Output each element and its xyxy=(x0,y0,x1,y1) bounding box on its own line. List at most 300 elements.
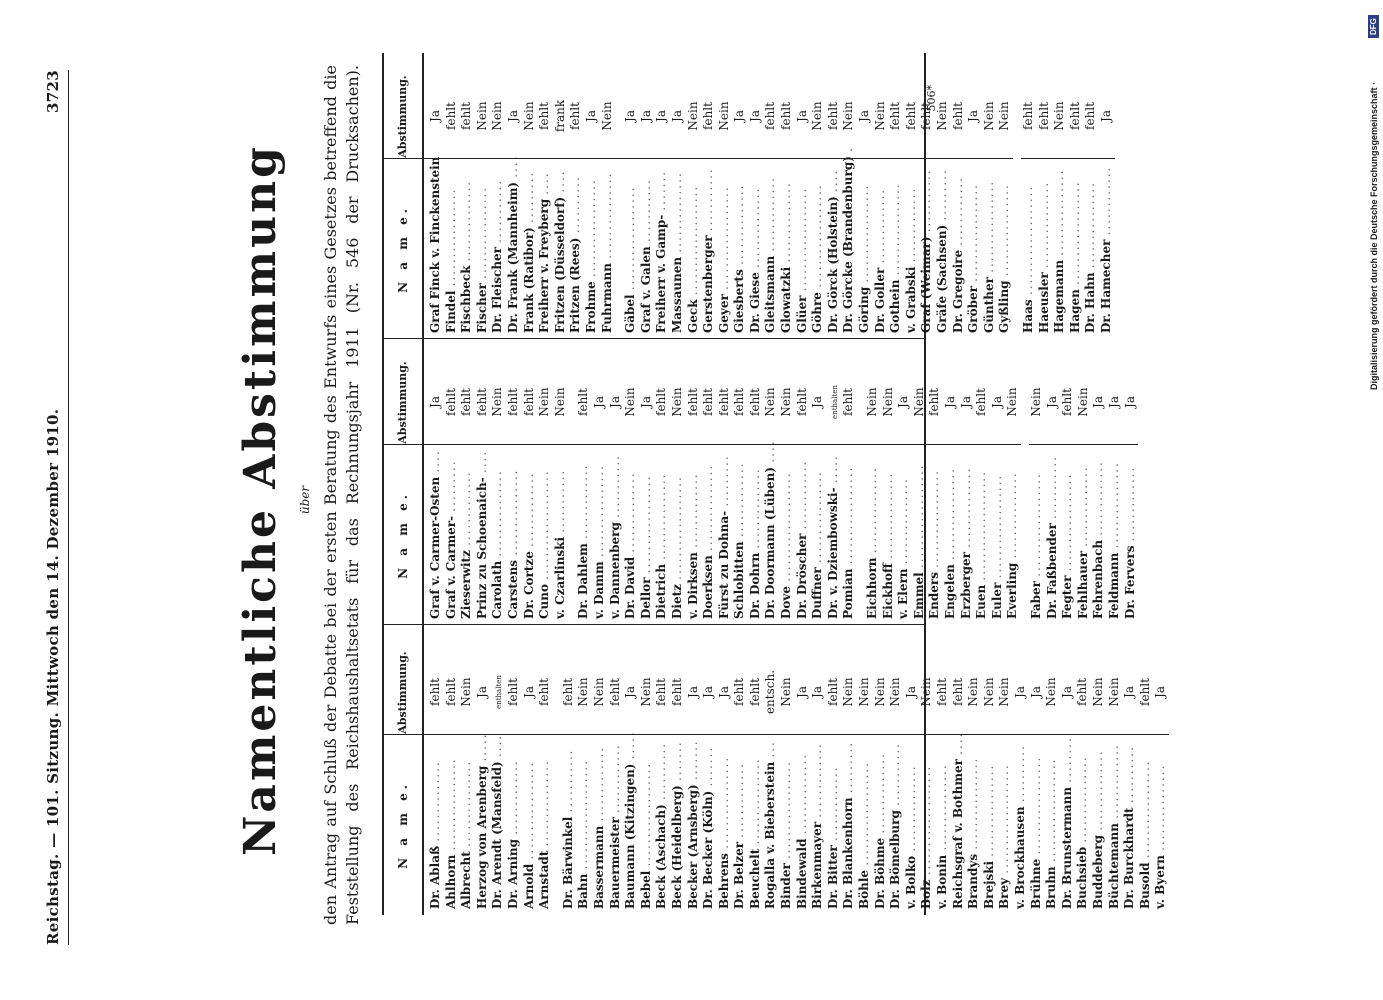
member-row xyxy=(1107,625,1123,915)
member-row xyxy=(912,339,928,625)
member-name: Dr. Brunstermann ........ xyxy=(1059,736,1074,909)
member-vote: Nein xyxy=(522,74,538,159)
member-vote: Ja xyxy=(717,650,733,735)
member-row xyxy=(779,625,795,915)
leader-dots: .... xyxy=(474,449,489,474)
member-row xyxy=(701,53,717,339)
member-vote: Ja xyxy=(1099,74,1115,159)
dfg-logo: DFG xyxy=(1368,15,1379,38)
member-vote: Nein xyxy=(779,360,795,445)
member-vote: Nein xyxy=(857,650,873,735)
leader-dots: ................... xyxy=(1020,184,1035,296)
member-vote: Ja xyxy=(592,360,608,445)
leader-dots: ................ xyxy=(474,185,489,279)
member-vote: Ja xyxy=(639,74,655,159)
member-vote: fehlt xyxy=(1021,74,1037,159)
member-vote: fehlt xyxy=(826,74,842,159)
leader-dots: ............. xyxy=(903,186,918,263)
leader-dots: ................. xyxy=(638,474,653,574)
member-name: Bassermann ............. xyxy=(591,745,606,909)
leader-dots: .............. xyxy=(779,181,794,263)
member-name: Dr. Blankenhorn ......... xyxy=(841,740,856,909)
member-name: Dietz .................. xyxy=(669,475,684,619)
leader-dots: ......... xyxy=(443,459,458,512)
member-vote: Ja xyxy=(584,74,600,159)
member-name: Graf (Weimar) ........... xyxy=(919,168,934,333)
member-row xyxy=(428,625,444,915)
member-name: Brey ................... xyxy=(997,763,1012,909)
member-name: Dr. Becker (Köln) ....... xyxy=(701,745,716,909)
member-name: Dr. Arendt (Mansfeld) .... xyxy=(490,733,505,909)
member-row xyxy=(1060,339,1076,625)
leader-dots: ............. xyxy=(810,742,825,818)
member-vote: Nein xyxy=(553,360,569,445)
leader-dots: ................ xyxy=(591,464,606,558)
leader-dots: ............. xyxy=(1091,460,1106,536)
member-vote: Ja xyxy=(1122,650,1138,735)
member-name: Cuno ................... xyxy=(537,469,552,619)
member-name: Brejski ................ xyxy=(981,763,996,909)
member-row xyxy=(857,53,873,339)
member-vote: Ja xyxy=(1153,650,1169,735)
leader-dots: ............... xyxy=(1036,180,1051,269)
leader-dots: ............... xyxy=(1052,168,1067,256)
member-vote: Nein xyxy=(873,650,889,735)
header-vote: Abstimmung. xyxy=(384,361,422,445)
member-name: Prinz zu Schoenaich- .... xyxy=(474,449,489,619)
member-row xyxy=(670,339,686,625)
leader-dots: .... xyxy=(763,439,778,463)
member-row xyxy=(537,339,553,625)
member-vote: Nein xyxy=(1029,360,1045,445)
member-vote: Ja xyxy=(966,74,982,159)
member-vote: Ja xyxy=(623,650,639,735)
member-row xyxy=(881,339,897,625)
member-name: v. Byern ............... xyxy=(1153,763,1168,909)
member-name: Dellor ................. xyxy=(638,474,653,619)
member-row xyxy=(997,53,1013,339)
member-name: Graf v. Carmer-Osten .... xyxy=(428,449,442,619)
leader-dots: ........... xyxy=(607,454,622,518)
member-name: Euen ................... xyxy=(974,470,989,619)
member-row xyxy=(592,625,608,915)
member-vote: Ja xyxy=(1060,650,1076,735)
member-name: Albrecht ............... xyxy=(459,759,474,909)
leader-dots: .............. xyxy=(459,179,474,262)
member-vote: fehlt xyxy=(951,650,967,735)
member-row xyxy=(623,53,639,339)
member-name: Dr. Cortze ............. xyxy=(521,471,536,619)
leader-dots: ............... xyxy=(1106,461,1121,549)
member-name: Göring ................. xyxy=(857,183,872,333)
member-row xyxy=(927,339,943,625)
member-vote: fehlt xyxy=(826,650,842,735)
member-row xyxy=(951,53,967,339)
member-vote: Nein xyxy=(537,360,553,445)
leader-dots: ............ xyxy=(950,175,965,246)
member-name: Dr. Bitter ............. xyxy=(825,765,840,909)
leader-dots: .................. xyxy=(1044,757,1059,863)
member-name: Behrens ................ xyxy=(716,755,731,909)
member-row xyxy=(826,339,842,625)
member-row xyxy=(857,625,873,915)
leader-dots: .............. xyxy=(623,471,638,553)
member-name: Dr. Görcke (Brandenburg) . xyxy=(841,146,856,333)
leader-dots: ................. xyxy=(521,760,536,860)
member-row xyxy=(654,339,670,625)
member-vote: Nein xyxy=(592,650,608,735)
member-row xyxy=(748,53,764,339)
member-name: Buddeberg .............. xyxy=(1090,749,1105,909)
member-name: Rogalla v. Bieberstein ... xyxy=(763,740,778,909)
member-vote: Ja xyxy=(795,74,811,159)
leader-dots: .............. xyxy=(747,186,762,268)
member-name: Dr. Bärwinkel ........... xyxy=(560,748,575,909)
member-vote: Ja xyxy=(748,74,764,159)
leader-dots: ............. xyxy=(872,187,887,264)
leader-dots: .................. xyxy=(794,186,809,292)
leader-dots: ................ xyxy=(716,755,731,849)
member-vote: fehlt xyxy=(475,360,491,445)
member-row xyxy=(1122,625,1138,915)
member-row xyxy=(763,625,779,915)
member-row xyxy=(686,53,702,339)
leader-dots: .............. xyxy=(1075,465,1090,547)
member-name: Beuchelt ............... xyxy=(747,757,762,909)
leader-dots: ............... xyxy=(903,764,918,852)
header-vote: Abstimmung. xyxy=(384,651,422,735)
member-row xyxy=(997,625,1013,915)
leader-dots: .... xyxy=(428,449,442,473)
member-vote: Nein xyxy=(966,650,982,735)
leader-dots: ............. xyxy=(576,463,591,540)
member-name: Gerstenberger ........... xyxy=(701,167,716,333)
column-header xyxy=(384,339,424,625)
member-name: Dr. Fervers ............. xyxy=(1122,465,1137,619)
member-row xyxy=(584,53,600,339)
leader-dots: ........... xyxy=(1044,455,1059,519)
member-name: Erzberger .............. xyxy=(958,466,973,619)
member-vote: Ja xyxy=(857,74,873,159)
member-vote: Nein xyxy=(873,74,889,159)
member-vote: Nein xyxy=(841,650,857,735)
member-row xyxy=(444,53,460,339)
member-row xyxy=(1029,625,1045,915)
member-name: Eichhorn ............... xyxy=(865,466,880,619)
header-vote: Abstimmung. xyxy=(384,75,422,159)
leader-dots: ................... xyxy=(779,471,794,582)
member-vote: Nein xyxy=(639,650,655,735)
member-row xyxy=(475,625,491,915)
leader-dots: ............. xyxy=(1122,465,1137,542)
member-vote: Nein xyxy=(997,650,1013,735)
member-vote: fehlt xyxy=(951,74,967,159)
member-vote: fehlt xyxy=(654,360,670,445)
member-vote: Nein xyxy=(1076,360,1092,445)
member-name: v. Grabski ............. xyxy=(903,186,918,333)
leader-dots: ............. xyxy=(591,745,606,822)
leader-dots: ........ xyxy=(1059,736,1074,783)
column-header xyxy=(384,625,424,915)
member-vote: fehlt xyxy=(459,74,475,159)
leader-dots: ....... xyxy=(701,745,716,787)
member-vote: Ja xyxy=(810,650,826,735)
member-row xyxy=(841,339,857,625)
member-vote: Ja xyxy=(623,74,639,159)
member-row xyxy=(748,625,764,915)
member-vote: fehlt xyxy=(444,360,460,445)
member-vote: fehlt xyxy=(748,360,764,445)
member-vote: Ja xyxy=(608,360,624,445)
member-vote: Ja xyxy=(943,360,959,445)
leader-dots: .................. xyxy=(638,761,653,867)
member-row xyxy=(1021,53,1037,339)
member-name: Duffner ................ xyxy=(810,470,825,619)
member-row xyxy=(576,339,592,625)
member-row xyxy=(795,339,811,625)
member-row xyxy=(1091,625,1107,915)
member-name: Eickhoff ............... xyxy=(880,471,895,619)
member-row xyxy=(701,339,717,625)
column-header xyxy=(384,53,424,339)
leader-dots: ........... xyxy=(560,748,575,813)
leader-dots: ..... xyxy=(474,732,489,762)
member-row xyxy=(654,53,670,339)
member-vote: Ja xyxy=(428,74,444,159)
member-list xyxy=(428,53,1115,339)
member-row xyxy=(904,625,920,915)
member-row xyxy=(966,625,982,915)
member-name: Dr. Arning ............. xyxy=(505,759,520,909)
member-name: Ahlhorn ................ xyxy=(443,757,458,909)
member-vote: Ja xyxy=(475,650,491,735)
member-row xyxy=(1076,339,1092,625)
leader-dots: ............ xyxy=(794,459,809,530)
member-name: Geck ................... xyxy=(685,184,700,333)
member-vote: Nein xyxy=(490,360,506,445)
member-row xyxy=(1045,339,1061,625)
member-row xyxy=(732,625,748,915)
member-row xyxy=(826,53,842,339)
member-name: Giesberts .............. xyxy=(732,183,747,333)
member-name: Schlobitten ............. xyxy=(732,461,747,619)
member-vote: Nein xyxy=(1044,650,1060,735)
leader-dots: ..... xyxy=(825,454,840,484)
leader-dots: ............. xyxy=(459,470,474,546)
member-name: Emmel .................. xyxy=(911,463,926,619)
leader-dots: ............. xyxy=(732,762,747,838)
member-name: Birkenmayer ............. xyxy=(810,742,825,909)
member-row xyxy=(553,339,569,625)
member-row xyxy=(732,339,748,625)
member-row xyxy=(670,625,686,915)
member-vote: Nein xyxy=(1091,650,1107,735)
member-row xyxy=(576,625,592,915)
member-name: Fischbeck .............. xyxy=(459,179,474,333)
member-row xyxy=(654,625,670,915)
member-name: Graf Finck v. Finckenstein xyxy=(428,156,442,333)
member-vote: Ja xyxy=(506,74,522,159)
member-vote: fehlt xyxy=(779,74,795,159)
leader-dots: ................ xyxy=(997,183,1012,277)
member-name: Herzog von Arenberg ..... xyxy=(474,732,489,909)
member-name: Dr. Ablaß .............. xyxy=(428,760,442,909)
member-name: Gleitsmann ............. xyxy=(763,176,778,333)
member-vote: fehlt xyxy=(763,74,779,159)
leader-dots: .................. xyxy=(1028,472,1043,577)
member-vote: fehlt xyxy=(1068,74,1084,159)
leader-dots: ................. xyxy=(857,183,872,283)
page-number: 3723 xyxy=(44,70,62,113)
member-row xyxy=(522,625,538,915)
member-row xyxy=(459,53,475,339)
member-name: Becker (Arnsberg) ....... xyxy=(685,739,700,909)
member-name: Büchtemann ............. xyxy=(1106,743,1121,909)
member-vote: Ja xyxy=(1029,650,1045,735)
member-row xyxy=(639,625,655,915)
title-connector: über xyxy=(298,485,312,515)
member-vote: Nein xyxy=(717,74,733,159)
member-row xyxy=(537,53,553,339)
member-row xyxy=(1153,625,1169,915)
member-name: Arnold ................. xyxy=(521,760,536,909)
leader-dots: ................... xyxy=(974,470,989,581)
member-row xyxy=(904,53,920,339)
member-name: Fuhrmann ............... xyxy=(599,171,614,333)
member-name: Dr. David .............. xyxy=(623,471,638,619)
leader-dots: .............. xyxy=(669,171,684,253)
group-gap xyxy=(553,625,561,915)
member-row xyxy=(779,339,795,625)
leader-dots: ............... xyxy=(896,477,911,565)
member-row xyxy=(537,625,553,915)
member-vote: Ja xyxy=(1013,650,1029,735)
member-row xyxy=(795,625,811,915)
member-vote: fehlt xyxy=(1060,360,1076,445)
member-name: Hagen .................. xyxy=(1067,180,1082,333)
leader-dots: ............... xyxy=(599,171,614,259)
member-name: Dr. Doormann (Lüben) .... xyxy=(763,439,778,619)
member-vote: Nein xyxy=(475,74,491,159)
member-row xyxy=(763,53,779,339)
leader-dots: .... xyxy=(505,154,520,178)
leader-dots: ........... xyxy=(701,167,716,232)
member-vote: fehlt xyxy=(428,650,444,735)
member-row xyxy=(623,625,639,915)
group-gap xyxy=(857,339,865,625)
leader-dots: .................. xyxy=(810,183,825,288)
member-name: Dr. Frank (Mannheim) .... xyxy=(505,154,520,333)
leader-dots: .... xyxy=(537,171,552,195)
leader-dots: ............... xyxy=(880,471,895,559)
member-name: Doerksen ............... xyxy=(701,463,716,619)
leader-dots: ................. xyxy=(1137,759,1152,859)
member-name: Feldmann ............... xyxy=(1106,461,1121,619)
member-name: Bebel .................. xyxy=(638,761,653,909)
member-vote: Ja xyxy=(639,360,655,445)
member-vote: Nein xyxy=(779,650,795,735)
leader-dots: ............. xyxy=(685,472,700,548)
member-vote: Ja xyxy=(1045,360,1061,445)
member-name: Gröber ................. xyxy=(966,183,981,333)
member-vote: Ja xyxy=(1091,360,1107,445)
leader-dots: ............... xyxy=(701,463,716,552)
member-row xyxy=(717,339,733,625)
member-row xyxy=(974,339,990,625)
member-row xyxy=(1044,625,1060,915)
member-row xyxy=(459,625,475,915)
member-row xyxy=(959,339,975,625)
member-vote: fehlt xyxy=(1083,74,1099,159)
group-gap xyxy=(1013,53,1021,339)
member-name: Dr. Burckhardt .......... xyxy=(1122,745,1137,909)
leader-dots: ............... xyxy=(1075,755,1090,843)
leader-dots: ... xyxy=(763,740,778,758)
member-row xyxy=(506,53,522,339)
member-row xyxy=(639,339,655,625)
member-row xyxy=(841,625,857,915)
leader-dots: . xyxy=(841,146,856,152)
member-row xyxy=(810,339,826,625)
leader-dots: ............... xyxy=(537,759,552,847)
member-vote: fehlt xyxy=(701,74,717,159)
leader-dots: .... xyxy=(825,168,840,192)
member-name: Dr. Dahlem ............. xyxy=(576,463,591,619)
member-row xyxy=(873,53,889,339)
member-name: Findel ................. xyxy=(443,187,458,333)
leader-dots: ............. xyxy=(825,765,840,842)
leader-dots: ......... xyxy=(841,740,856,794)
leader-dots: ................ xyxy=(443,757,458,851)
member-vote: Ja xyxy=(795,650,811,735)
member-name: Dr. Hahn ............... xyxy=(1083,181,1098,333)
member-row xyxy=(1060,625,1076,915)
leader-dots: ................ xyxy=(981,763,996,857)
member-vote: Ja xyxy=(990,360,1006,445)
leader-dots: ............. xyxy=(1106,743,1121,819)
leader-dots: ................ xyxy=(966,756,981,850)
member-row xyxy=(490,53,506,339)
member-row xyxy=(1037,53,1053,339)
member-row xyxy=(686,339,702,625)
member-row xyxy=(1013,625,1029,915)
leader-dots: .............. xyxy=(872,752,887,834)
member-row xyxy=(568,53,584,339)
member-name: Gäbel .................. xyxy=(623,185,638,333)
member-vote: fehlt xyxy=(701,360,717,445)
member-vote: Nein xyxy=(1052,74,1068,159)
member-vote: Ja xyxy=(1107,360,1123,445)
member-vote: fehlt xyxy=(888,74,904,159)
member-name: Dr. Belzer ............. xyxy=(732,762,747,909)
member-row xyxy=(1005,339,1021,625)
leader-dots: .......... xyxy=(1012,744,1027,803)
member-vote: Nein xyxy=(490,74,506,159)
member-row xyxy=(717,625,733,915)
vote-column-1 xyxy=(384,624,1168,915)
member-row xyxy=(561,625,577,915)
member-vote: fehlt xyxy=(686,360,702,445)
leader-dots: .................. xyxy=(989,473,1004,579)
member-row xyxy=(444,339,460,625)
member-vote: fehlt xyxy=(974,360,990,445)
leader-dots: ....... xyxy=(669,740,684,782)
group-gap xyxy=(1021,339,1029,625)
member-vote: Nein xyxy=(912,360,928,445)
leader-dots: .... xyxy=(950,731,965,755)
leader-dots: ................. xyxy=(927,468,942,568)
member-vote: Nein xyxy=(1107,650,1123,735)
